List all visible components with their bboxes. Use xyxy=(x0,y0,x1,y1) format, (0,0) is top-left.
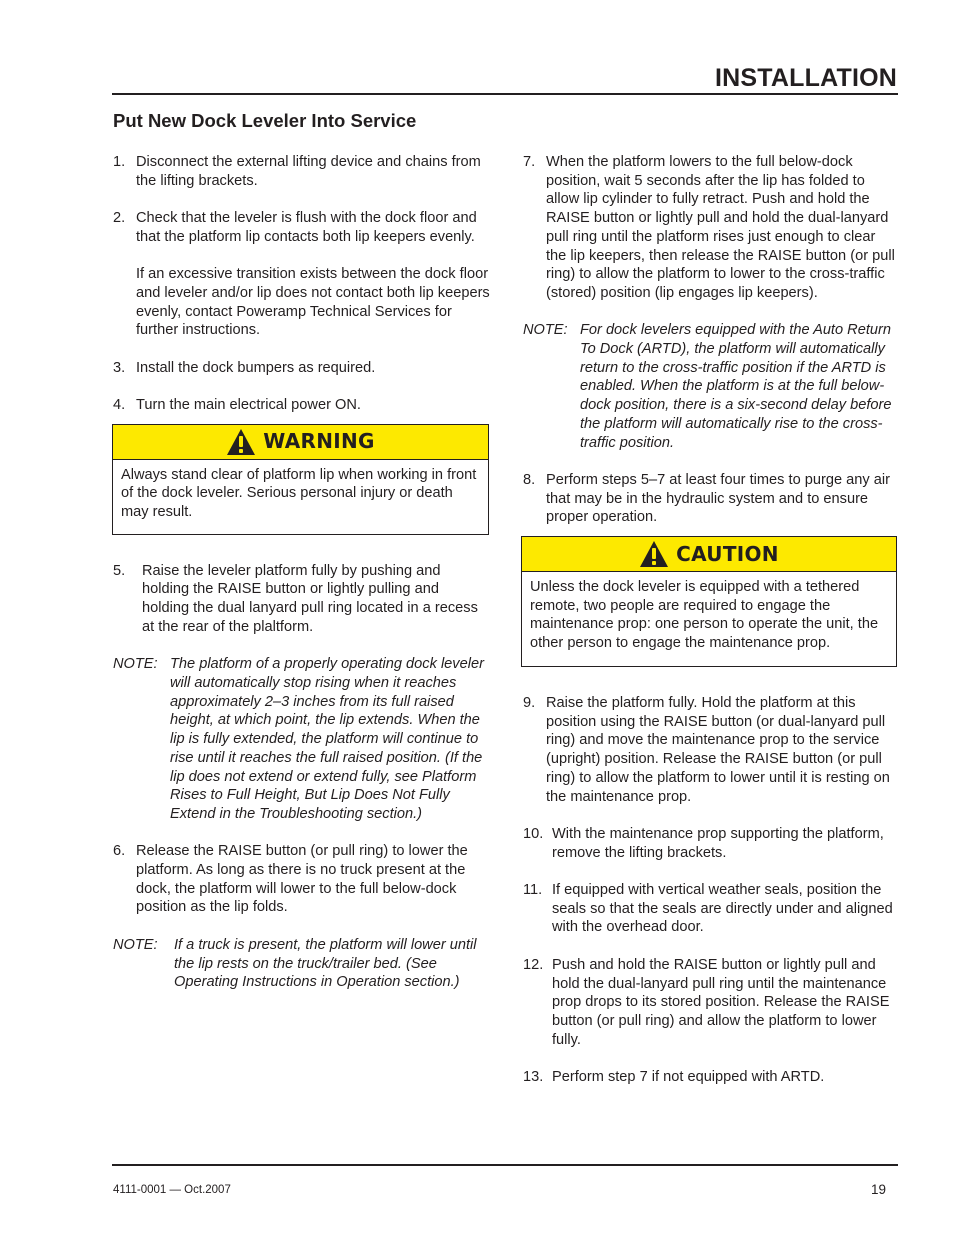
step-text: If equipped with vertical weather seals, position the seals so that the seals are directly under and aligned with the overhead door. xyxy=(552,882,893,936)
warning-box xyxy=(112,424,489,535)
step-number: 4. xyxy=(113,397,126,414)
step-2-extra: If an excessive transition exists between the dock floor and leveler and/or lip does not contact both lip keepers evenly, contact Poweramp Technical Services for further instructions. xyxy=(136,266,490,339)
caution-header xyxy=(522,537,896,572)
step-text: With the maintenance prop supporting the platform, remove the lifting brackets. xyxy=(552,825,884,861)
caution-text: Unless the dock leveler is equipped with a tethered remote, two people are required to engage the maintenance prop: one person to operate the unit, the other person to engage the maintenance prop. xyxy=(530,579,879,652)
step-text: Raise the platform fully. Hold the platform at this position using the RAISE button (or dual-lanyard pull ring) and move the maintenance prop to the service (upright) position. Release the RAISE button (or pull ring) to allow the platform to lower until it is resting on the maintenance prop. xyxy=(546,695,890,805)
warning-title: WARNING xyxy=(263,429,375,454)
section-title: Put New Dock Leveler Into Service xyxy=(113,110,417,131)
step-12 xyxy=(523,956,899,1050)
step-number: 7. xyxy=(523,154,536,170)
note-label: NOTE: xyxy=(113,656,158,673)
note-2 xyxy=(113,936,490,992)
header-rule xyxy=(112,93,898,95)
warning-triangle-icon xyxy=(226,428,256,456)
warning-text: Always stand clear of platform lip when working in front of the dock leveler. Serious personal injury or death may result. xyxy=(121,466,477,521)
step-number: 12. xyxy=(523,956,544,973)
step-number: 11. xyxy=(523,882,543,899)
step-number: 3. xyxy=(113,359,126,376)
step-number: 2. xyxy=(113,210,126,227)
note-text: If a truck is present, the platform will lower until the lip rests on the truck/trailer bed. (See Operating Instructions in Operation section.) xyxy=(174,936,477,991)
step-number: 5. xyxy=(113,562,126,579)
step-4 xyxy=(113,396,490,415)
note-1 xyxy=(113,655,490,823)
step-number: 1. xyxy=(113,154,126,170)
note-label: NOTE: xyxy=(113,936,158,953)
step-text: Perform step 7 if not equipped with ARTD. xyxy=(552,1069,825,1086)
note-3 xyxy=(523,321,899,452)
step-number: 10. xyxy=(523,825,544,842)
step-number: 8. xyxy=(523,471,536,488)
step-number: 6. xyxy=(113,843,126,860)
note-text: The platform of a properly operating dock leveler will automatically stop rising when it reaches approximately 2–3 inches from its full raised height, at which point, the lip extends. When the lip is fully extended, the platform will continue to rise until it reaches the full raised position. (If the lip does not extend or extend fully, see Platform Rises to Full Height, But Lip Does Not Fully Extend in the Troubleshooting section.) xyxy=(170,656,484,822)
step-text: Perform steps 5–7 at least four times to purge any air that may be in the hydraulic system and to ensure proper operation. xyxy=(546,471,890,526)
footer-doc-id: 4111-0001 — Oct.2007 xyxy=(113,1184,231,1196)
note-text: For dock levelers equipped with the Auto Return To Dock (ARTD), the platform will automatically return to the cross-traffic position if the ARTD is enabled. When the platform is at the full below-dock position, there is a six-second delay before the platform will automatically rise to the cross-traffic position. xyxy=(580,322,892,451)
step-13 xyxy=(523,1068,899,1087)
step-10 xyxy=(523,825,899,862)
step-8 xyxy=(523,471,899,527)
caution-title: CAUTION xyxy=(676,541,779,566)
page-header-title: INSTALLATION xyxy=(714,64,897,92)
left-column xyxy=(113,153,490,992)
caution-triangle-icon xyxy=(639,540,669,568)
step-text: Release the RAISE button (or pull ring) to lower the platform. As long as there is no truck present at the dock, the platform will lower to the full below-dock position as the lip folds. xyxy=(136,843,468,916)
warning-header xyxy=(113,425,488,460)
step-1 xyxy=(113,153,490,190)
right-column xyxy=(523,153,899,1087)
step-11 xyxy=(523,881,899,937)
step-7 xyxy=(523,153,899,303)
caution-box xyxy=(521,536,897,667)
step-9 xyxy=(523,694,899,806)
step-3 xyxy=(113,359,490,378)
step-text: Push and hold the RAISE button or lightly pull and hold the dual-lanyard pull ring until the maintenance prop drops to its stored position. Release the RAISE button (or pull ring) and allow the platform to lower fully. xyxy=(552,956,890,1048)
step-number: 13. xyxy=(523,1069,544,1086)
step-text: Check that the leveler is flush with the dock floor and that the platform lip contacts both lip keepers evenly. xyxy=(136,210,477,245)
step-2 xyxy=(113,209,490,246)
step-text: When the platform lowers to the full below-dock position, wait 5 seconds after the lip has folded to allow lip cylinder to fully retract. Push and hold the RAISE button or lightly pull and hold the dual-lanyard pull ring until the platform rises just enough to clear the lip keepers, then release the RAISE button (or pull ring) to allow the platform to lower to the cross-traffic (stored) position (lip engages lip keepers). xyxy=(546,154,895,301)
page-number: 19 xyxy=(870,1182,886,1197)
step-text: Install the dock bumpers as required. xyxy=(136,359,376,376)
step-number: 9. xyxy=(523,695,536,712)
step-text: Raise the leveler platform fully by pushing and holding the RAISE button or lightly pulling and holding the dual lanyard pull ring located in a recess at the rear of the plaltform. xyxy=(142,562,478,635)
step-5 xyxy=(113,562,490,637)
step-text: Disconnect the external lifting device and chains from the lifting brackets. xyxy=(136,154,481,189)
step-text: Turn the main electrical power ON. xyxy=(136,397,361,414)
note-label: NOTE: xyxy=(523,322,568,339)
step-6 xyxy=(113,842,490,917)
footer-rule xyxy=(112,1164,898,1166)
